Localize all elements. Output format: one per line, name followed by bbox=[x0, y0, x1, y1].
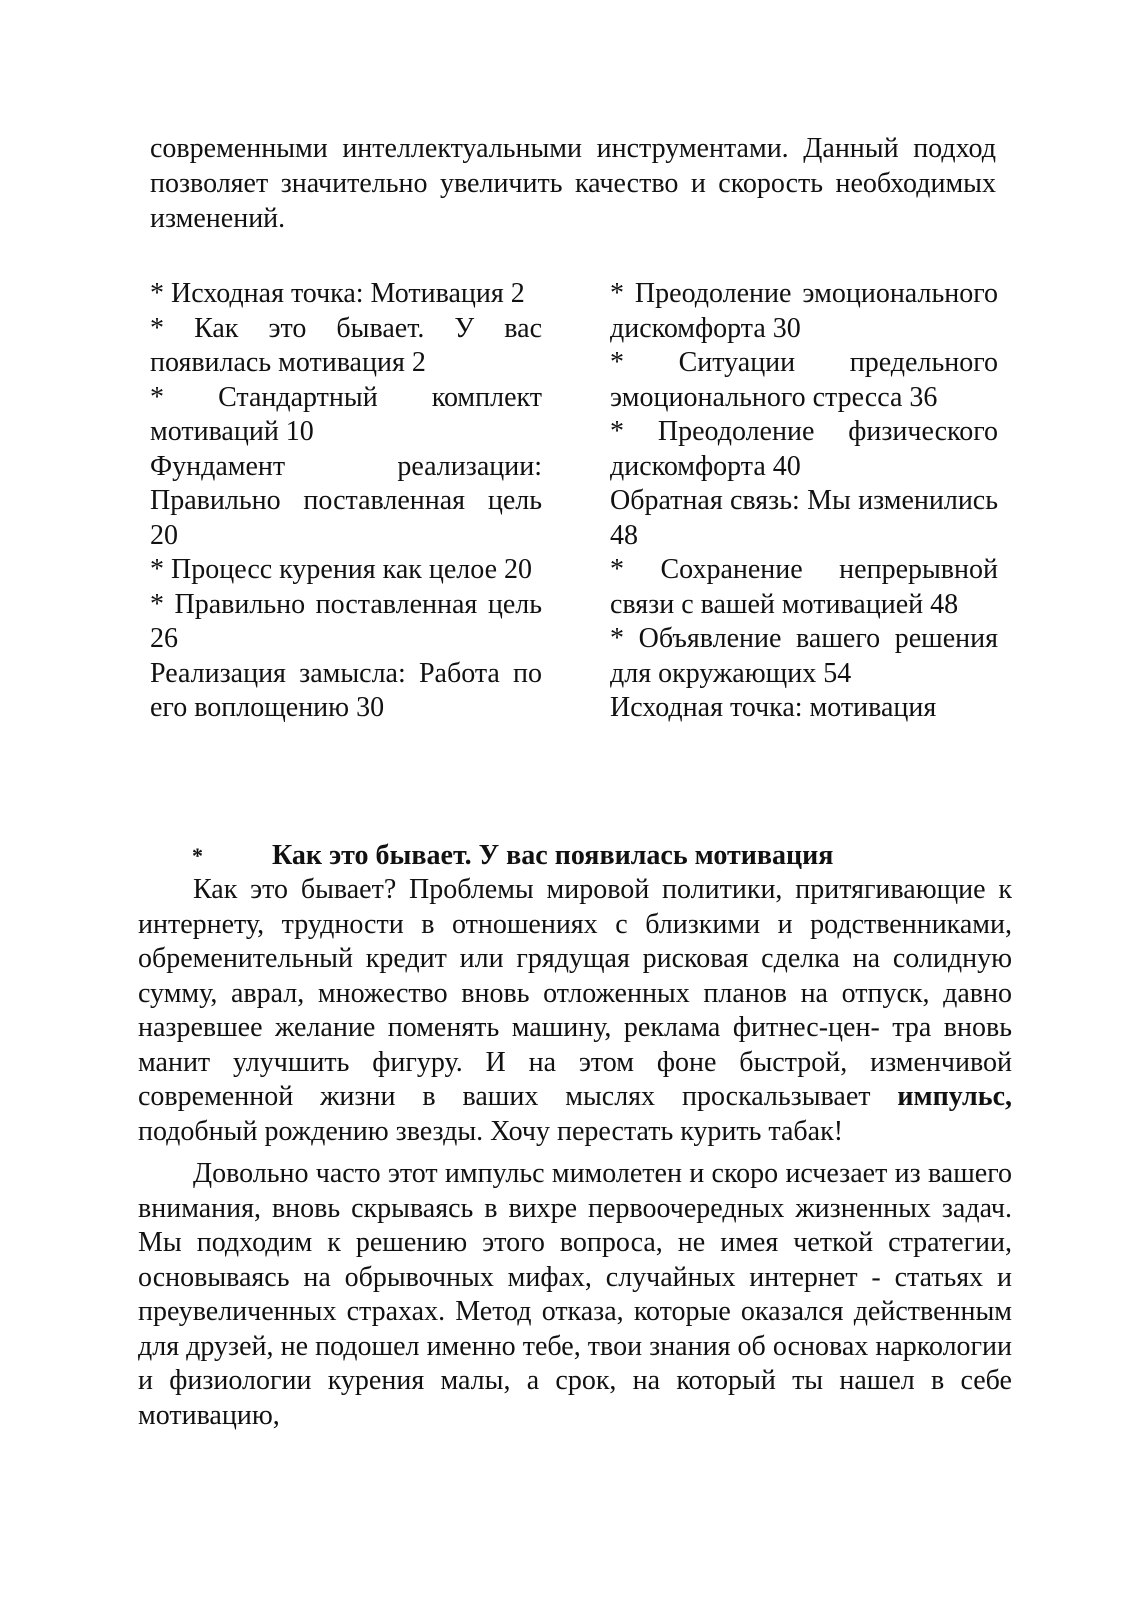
heading-bullet: * bbox=[192, 843, 203, 868]
toc-left-column bbox=[150, 277, 542, 726]
paragraph-text: подобный рождению звезды. Хочу перестать курить табак! bbox=[138, 1115, 844, 1147]
toc-item: Исходная точка: мотивация bbox=[610, 692, 937, 723]
toc-item: Фундамент реализации: Правильно поставленная цель 20 bbox=[150, 450, 542, 551]
toc-item: * Преодоление физического дискомфорта 40 bbox=[610, 416, 998, 482]
toc-item: * Исходная точка: Мотивация 2 bbox=[150, 278, 525, 309]
toc-item: Реализация замысла: Работа по его воплощению 30 bbox=[150, 657, 542, 723]
heading-text: Как это бывает. У вас появилась мотивация bbox=[272, 840, 834, 871]
paragraph-text: Как это бывает? Проблемы мировой политики, притягивающие к интернету, трудности в отношениях с близкими и родственниками, обременительный кредит или грядущая рисковая сделка на солидную сумму, аврал, множество вновь отложенных планов на отпуск, давно назревшее желание поменять машину, реклама фитнес-цен- тра вновь манит улучшить фигуру. И на этом фоне быстрой, изменчивой современной жизни в ваших мыслях проскальзывает bbox=[138, 874, 1012, 1112]
toc-item: * Сохранение непрерывной связи с вашей мотивацией 48 bbox=[610, 554, 998, 620]
toc-item: Обратная связь: Мы изменились 48 bbox=[610, 485, 998, 551]
toc-item: * Процесс курения как целое 20 bbox=[150, 554, 533, 585]
intro-paragraph: современными интеллектуальными инструментами. Данный подход позволяет значительно увеличить качество и скорость необходимых изменений. bbox=[150, 133, 996, 234]
toc-item: * Стандартный комплект мотиваций 10 bbox=[150, 381, 542, 447]
paragraph bbox=[138, 873, 1012, 1149]
paragraph: Довольно часто этот импульс мимолетен и скоро исчезает из вашего внимания, вновь скрываясь в вихре первоочередных жизненных задач. Мы подходим к решению этого вопроса, не имея четкой стратегии, основываясь на обрывочных мифах, случайных интернет - статьях и преувеличенных страхах. Метод отказа, которые оказался действенным для друзей, не подошел именно тебе, твои знания об основах наркологии и физиологии курения малы, а срок, на который ты нашел в себе мотивацию, bbox=[138, 1158, 1012, 1431]
toc-right-column bbox=[610, 277, 998, 726]
body-text bbox=[138, 873, 1012, 1433]
toc-item: * Как это бывает. У вас появилась мотивация 2 bbox=[150, 312, 542, 378]
section-heading bbox=[150, 838, 1010, 873]
emphasized-word: импульс, bbox=[897, 1081, 1012, 1112]
toc-item: * Правильно поставленная цель 26 bbox=[150, 588, 542, 654]
toc-item: * Преодоление эмоционального дискомфорта 30 bbox=[610, 278, 998, 344]
toc-item: * Ситуации предельного эмоционального стресса 36 bbox=[610, 347, 998, 413]
toc-item: * Объявление вашего решения для окружающих 54 bbox=[610, 623, 998, 689]
